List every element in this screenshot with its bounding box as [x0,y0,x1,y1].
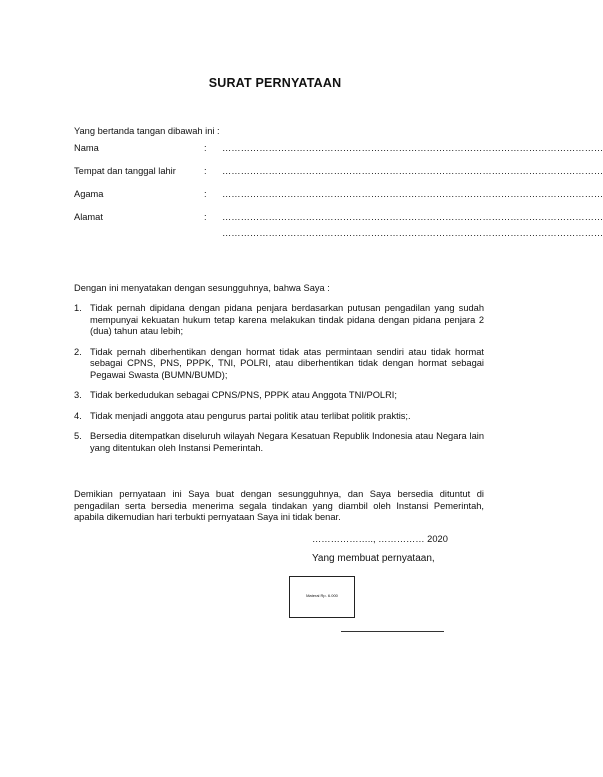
item-number: 5. [74,431,82,441]
item-text: Tidak pernah dipidana dengan pidana penjara berdasarkan putusan pengadilan yang sudah mempunyai kekuatan hukum tetap karena melakukan tindak pidana dengan pidana penjara 2 (dua) tahun atau lebih; [90,303,484,336]
list-item [74,431,484,454]
list-item [74,303,484,338]
field-blank: …………………………………………………………………………………………………………… [222,189,603,199]
field-tempat-tanggal-lahir [74,166,603,189]
item-number: 4. [74,410,82,421]
declaration-lead: Dengan ini menyatakan dengan sesungguhnya, bahwa Saya : [74,283,330,293]
list-item [74,390,484,402]
item-number: 2. [74,346,82,357]
date-line: ……………….., …………… 2020 [312,534,448,544]
field-alamat [74,212,603,238]
signature-line [341,631,444,632]
identity-fields [74,143,603,238]
field-label: Alamat [74,212,103,222]
list-item [74,347,484,382]
document-title: SURAT PERNYATAAN [208,76,342,90]
stamp-box [289,576,355,618]
field-nama [74,143,603,166]
item-number: 1. [74,303,82,313]
intro-text: Yang bertanda tangan dibawah ini : [74,126,220,136]
signer-label: Yang membuat pernyataan, [312,553,435,564]
declaration-list [74,303,484,463]
field-colon: : [204,212,207,222]
item-text: Tidak menjadi anggota atau pengurus partai politik atau terlibat politik praktis;. [90,410,411,421]
field-label: Agama [74,189,104,199]
field-agama [74,189,603,212]
field-label: Nama [74,143,99,153]
list-item [74,411,484,423]
field-colon: : [204,166,207,176]
field-colon: : [204,189,207,199]
closing-paragraph: Demikian pernyataan ini Saya buat dengan sesungguhnya, dan Saya bersedia dituntut di pengadilan serta bersedia menerima segala tindakan yang diambil oleh Instansi Pemerintah, apabila dikemudian hari terbukti pernyataan Saya ini tidak benar. [74,489,484,522]
field-blank: …………………………………………………………………………………………………………… [222,143,603,153]
item-text: Bersedia ditempatkan diseluruh wilayah Negara Kesatuan Republik Indonesia atau Negara lain yang ditentukan oleh Instansi Pemerintah. [90,431,484,453]
item-number: 3. [74,390,82,400]
item-text: Tidak pernah diberhentikan dengan hormat tidak atas permintaan sendiri atau tidak hormat sebagai CPNS, PNS, PPPK, TNI, POLRI, atau diberhentikan tidak dengan hormat sebagai Pegawai Swasta (BUMN/BUMD); [90,346,484,380]
item-text: Tidak berkedudukan sebagai CPNS/PNS, PPPK atau Anggota TNI/POLRI; [90,390,397,400]
field-blank: …………………………………………………………………………………………………………… [222,212,603,222]
field-blank-second-line: …………………………………………………………………………………………………………… [222,228,603,238]
field-blank: …………………………………………………………………………………………………………… [222,166,603,176]
field-label: Tempat dan tanggal lahir [74,166,176,176]
field-colon: : [204,143,207,153]
stamp-label: Materai Rp. 6.000 [306,593,338,598]
